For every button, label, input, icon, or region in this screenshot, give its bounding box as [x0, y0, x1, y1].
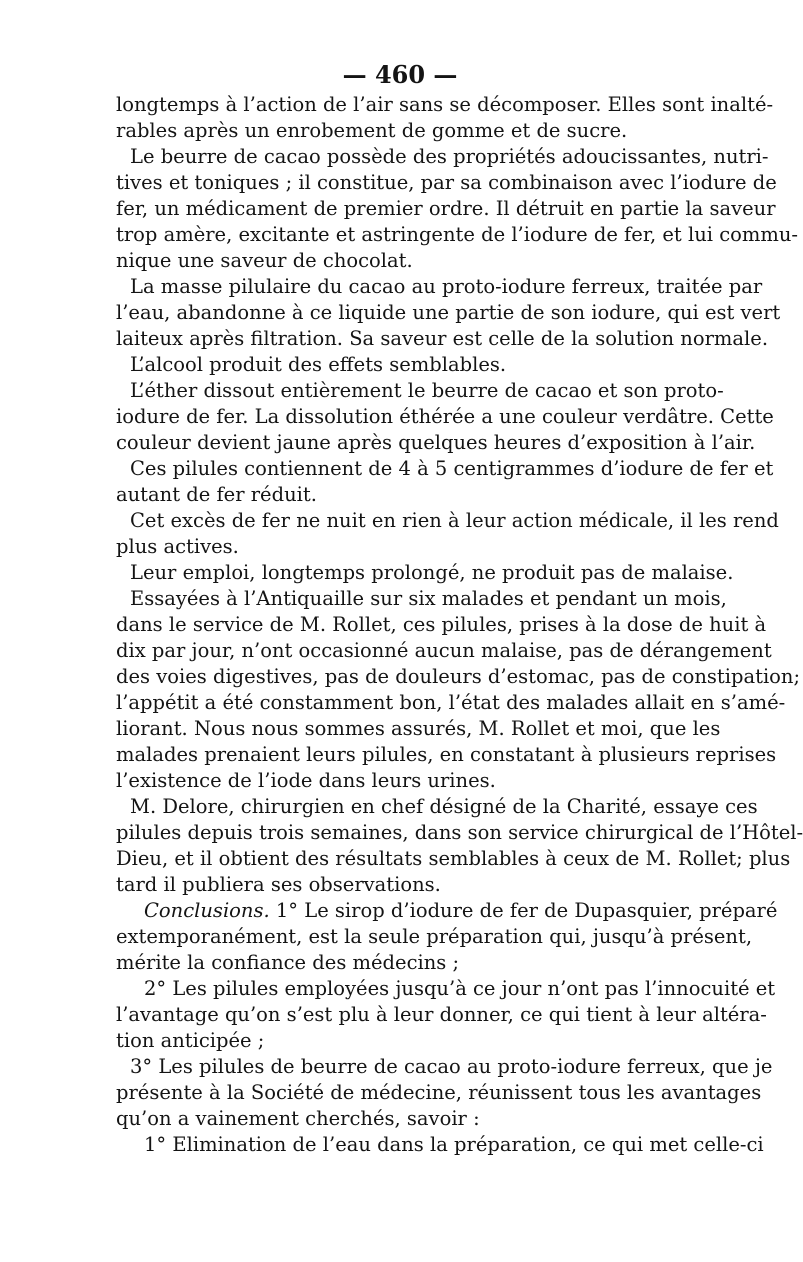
text-line: fer, un médicament de premier ordre. Il détruit en partie la saveur: [116, 197, 776, 220]
text-line: plus actives.: [116, 535, 239, 558]
text-line: tion anticipée ;: [116, 1029, 265, 1052]
text-line: dix par jour, n’ont occasionné aucun malaise, pas de dérangement: [116, 639, 772, 662]
text-line: extemporanément, est la seule préparation qui, jusqu’à présent,: [116, 925, 753, 948]
text-line: qu’on a vainement cherchés, savoir :: [116, 1107, 480, 1130]
text-line: liorant. Nous nous sommes assurés, M. Rollet et moi, que les: [116, 717, 721, 740]
text-line: 1° Elimination de l’eau dans la préparation, ce qui met celle-ci: [144, 1133, 764, 1156]
text-line: Dieu, et il obtient des résultats semblables à ceux de M. Rollet; plus: [116, 847, 791, 870]
text-line: nique une saveur de chocolat.: [116, 249, 413, 272]
page-number: — 460 —: [342, 60, 458, 89]
text-line: L’éther dissout entièrement le beurre de cacao et son proto-: [130, 379, 724, 402]
text-line: Le beurre de cacao possède des propriétés adoucissantes, nutri-: [130, 145, 769, 168]
conclusions-heading: Conclusions.: [144, 899, 270, 922]
text-line: laiteux après filtration. Sa saveur est celle de la solution normale.: [116, 327, 769, 350]
text-line: l’eau, abandonne à ce liquide une partie de son iodure, qui est vert: [116, 301, 781, 324]
text-line: autant de fer réduit.: [116, 483, 317, 506]
text-line: pilules depuis trois semaines, dans son service chirurgical de l’Hôtel-: [116, 821, 803, 844]
text-line: 3° Les pilules de beurre de cacao au proto-iodure ferreux, que je: [130, 1055, 773, 1078]
body-text: [116, 92, 803, 1158]
text-line: tard il publiera ses observations.: [116, 873, 441, 896]
text-line: Leur emploi, longtemps prolongé, ne produit pas de malaise.: [130, 561, 734, 584]
text-line: Cet excès de fer ne nuit en rien à leur action médicale, il les rend: [130, 509, 779, 532]
text-line: Ces pilules contiennent de 4 à 5 centigrammes d’iodure de fer et: [130, 457, 774, 480]
text-line-conclusions: [116, 898, 778, 924]
text-line: longtemps à l’action de l’air sans se décomposer. Elles sont inalté-: [116, 93, 774, 116]
text-line: tives et toniques ; il constitue, par sa combinaison avec l’iodure de: [116, 171, 777, 194]
text-line: dans le service de M. Rollet, ces pilules, prises à la dose de huit à: [116, 613, 767, 636]
text-line: des voies digestives, pas de douleurs d’estomac, pas de constipation;: [116, 665, 801, 688]
text-line: l’avantage qu’on s’est plu à leur donner, ce qui tient à leur altéra-: [116, 1003, 767, 1026]
text-line: iodure de fer. La dissolution éthérée a une couleur verdâtre. Cette: [116, 405, 774, 428]
text-line: l’appétit a été constamment bon, l’état des malades allait en s’amé-: [116, 691, 786, 714]
text-line: l’existence de l’iode dans leurs urines.: [116, 769, 496, 792]
text-line: M. Delore, chirurgien en chef désigné de la Charité, essaye ces: [130, 795, 758, 818]
text-line: Essayées à l’Antiquaille sur six malades et pendant un mois,: [130, 587, 727, 610]
text-line: La masse pilulaire du cacao au proto-iodure ferreux, traitée par: [130, 275, 763, 298]
text-line: L’alcool produit des effets semblables.: [130, 353, 507, 376]
text-line: mérite la confiance des médecins ;: [116, 951, 460, 974]
text-line: rables après un enrobement de gomme et de sucre.: [116, 119, 628, 142]
text-line: malades prenaient leurs pilules, en constatant à plusieurs reprises: [116, 743, 777, 766]
text-line: couleur devient jaune après quelques heures d’exposition à l’air.: [116, 431, 756, 454]
conclusion-1-text: 1° Le sirop d’iodure de fer de Dupasquier, préparé: [269, 899, 778, 922]
text-line: 2° Les pilules employées jusqu’à ce jour n’ont pas l’innocuité et: [144, 977, 776, 1000]
text-line: trop amère, excitante et astringente de l’iodure de fer, et lui commu-: [116, 223, 798, 246]
text-line: présente à la Société de médecine, réunissent tous les avantages: [116, 1081, 762, 1104]
